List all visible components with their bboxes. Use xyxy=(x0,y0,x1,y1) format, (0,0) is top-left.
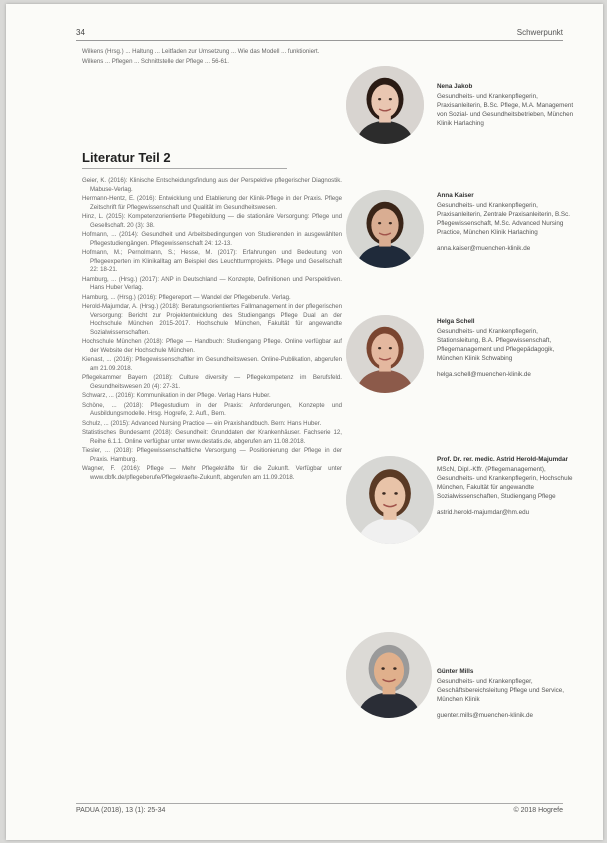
reference-item: Kienast, ... (2016): Pflegewissenschaftler im Gesundheitswesen. Online-Publikation, abgerufen am 21.09.2018. xyxy=(82,356,342,372)
header-rule xyxy=(76,40,563,41)
author-description: Gesundheits- und Krankenpfleger, Geschäftsbereichsleitung Pflege und Service, München Klinik xyxy=(437,678,565,703)
reference-item: Schwarz, ... (2016): Kommunikation in der Pflege. Verlag Hans Huber. xyxy=(82,392,271,399)
reference-item: Wagner, F. (2016): Pflege — Mehr Pflegekräfte für die Zukunft. Verfügbar unter www.dbfk.de/pflegeberufe/Pflegekraefte-Zukunft, abgerufen am 11.09.2018. xyxy=(82,465,342,481)
top-references xyxy=(82,48,342,67)
reference-item: Schulz, ... (2015): Advanced Nursing Practice — ein Praxishandbuch. Bern: Hans Huber. xyxy=(82,419,322,427)
author-bio-astrid-herold-majumdar xyxy=(437,455,577,517)
portrait-icon xyxy=(346,315,424,393)
document-page xyxy=(6,4,603,840)
author-name: Günter Mills xyxy=(437,668,474,675)
footer-citation: PADUA (2018), 13 (1): 25-34 xyxy=(76,807,166,814)
reference-item: Herold-Majumdar, A. (Hrsg.) (2018): Beratungsorientiertes Fallmanagement in der pflegerischen Versorgung: Bericht zur Projektentwicklung des Studiengangs Pflege Dual an der Hochschule München 2015-2017. Hochschule München, Fakultät für angewandte Sozialwissenschaften. xyxy=(82,303,342,336)
reference-item: Schöne, ... (2018): Pflegestudium in der Praxis: Anforderungen, Konzepte und Ausbildungsmodelle. Hrsg. Hogrefe, 2. Aufl., Bern. xyxy=(82,401,342,417)
portrait-icon xyxy=(346,66,424,144)
reference-item: Hamburg, ... (Hrsg.) (2016): Pflegereport — Wandel der Pflegeberufe. Verlag. xyxy=(82,293,291,301)
author-description: Gesundheits- und Krankenpflegerin, Praxisanleiterin, Zentrale Praxisanleiterin, B.Sc. Pflegewissenschaft, M.Sc. Advanced Nursing Practice, München Klinik Harlaching xyxy=(437,202,570,236)
title-rule xyxy=(82,168,287,169)
author-bio-guenter-mills xyxy=(437,667,577,720)
reference-item: Wilkens ... Pflegen ... Schnittstelle der Pflege ... 56-61. xyxy=(82,57,229,65)
footer-rule xyxy=(76,803,563,804)
author-email: helga.schell@muenchen-klinik.de xyxy=(437,371,531,378)
reference-item: Wilkens (Hrsg.) ... Haltung ... Leitfaden zur Umsetzung ... Wie das Modell ... funktioniert. xyxy=(82,48,320,55)
reference-item: Hinz, L. (2015): Kompetenzorientierte Pflegebildung — die stationäre Versorgung: Pflege und Gesellschaft. 20 (3): 38. xyxy=(82,213,342,229)
author-bio-helga-schell xyxy=(437,317,577,379)
author-photo-anna-kaiser xyxy=(346,190,424,268)
reference-item: Statistisches Bundesamt (2018): Gesundheit: Grunddaten der Krankenhäuser. Fachserie 12, Reihe 6.1.1. Online verfügbar unter www.destatis.de, abgerufen am 11.08.2018. xyxy=(82,429,342,445)
reference-item: Hamburg, ... (Hrsg.) (2017): ANP in Deutschland — Konzepte, Definitionen und Perspektiven. Hans Huber Verlag. xyxy=(82,275,342,291)
reference-item: Tiesler, ... (2018): Pflegewissenschaftliche Versorgung — Positionierung der Pflege in der Praxis. Hamburg. xyxy=(82,447,342,463)
author-name: Prof. Dr. rer. medic. Astrid Herold-Majumdar xyxy=(437,456,568,463)
author-name: Anna Kaiser xyxy=(437,192,474,199)
author-name: Helga Schell xyxy=(437,318,475,325)
portrait-icon xyxy=(346,632,432,718)
author-bio-anna-kaiser xyxy=(437,191,577,253)
reference-list xyxy=(82,177,342,483)
footer-copyright: © 2018 Hogrefe xyxy=(513,807,563,814)
reference-item: Pflegekammer Bayern (2018): Culture diversity — Pflegekompetenz im Berufsfeld. Gesundheitswesen 20 (4): 27-31. xyxy=(82,374,342,390)
author-email: astrid.herold-majumdar@hm.edu xyxy=(437,509,530,516)
author-photo-astrid-herold-majumdar xyxy=(346,456,434,544)
author-bio-nena-jakob xyxy=(437,82,577,128)
reference-item: Hofmann, ... (2014): Gesundheit und Arbeitsbedingungen von Studierenden in ausgewählten Pflegestudiengängen. Pflegewissenschaft 24: 12-13. xyxy=(82,231,342,247)
author-photo-nena-jakob xyxy=(346,66,424,144)
author-photo-guenter-mills xyxy=(346,632,432,718)
page-number: 34 xyxy=(76,28,85,37)
reference-item: Hofmann, M.; Pernolmann, S.; Hesse, M. (2017): Erfahrungen und Bedeutung von Pflegeexperten im Klinikalltag am Beispiel des Leuchtturmprojekts. Pflege und Gesellschaft 22: 18-21. xyxy=(82,249,342,273)
author-photo-helga-schell xyxy=(346,315,424,393)
author-email: guenter.mills@muenchen-klinik.de xyxy=(437,712,533,719)
author-name: Nena Jakob xyxy=(437,83,473,90)
portrait-icon xyxy=(346,456,434,544)
reference-item: Geier, K. (2016): Klinische Entscheidungsfindung aus der Perspektive pflegerischer Diagnostik. Mabuse-Verlag. xyxy=(82,177,342,193)
reference-item: Hermann-Hentz, E. (2016): Entwicklung und Etablierung der Klinik-Pflege in der Praxis. Pflege Zeitschrift für Pflegewissenschaft und Qualität im Gesundheitswesen. xyxy=(82,195,342,211)
section-title: Literatur Teil 2 xyxy=(82,150,171,165)
author-description: MScN, Dipl.-Kffr. (Pflegemanagement), Gesundheits- und Krankenpflegerin, Hochschule München, Fakultät für angewandte Sozialwissenschaften, Studiengang Pflege xyxy=(437,466,573,500)
author-description: Gesundheits- und Krankenpflegerin, Stationsleitung, B.A. Pflegewissenschaft, Pflegemanagement und Pflegepädagogik, München Klinik Schwabing xyxy=(437,328,555,362)
author-email: anna.kaiser@muenchen-klinik.de xyxy=(437,245,531,252)
reference-item: Hochschule München (2018): Pflege — Handbuch: Studiengang Pflege. Online verfügbar auf der Website der Hochschule München. xyxy=(82,338,342,354)
section-label: Schwerpunkt xyxy=(516,28,563,37)
portrait-icon xyxy=(346,190,424,268)
author-description: Gesundheits- und Krankenpflegerin, Praxisanleiterin, B.Sc. Pflege, M.A. Management von Sozial- und Gesundheitsbetrieben, München Klinik Harlaching xyxy=(437,93,574,127)
